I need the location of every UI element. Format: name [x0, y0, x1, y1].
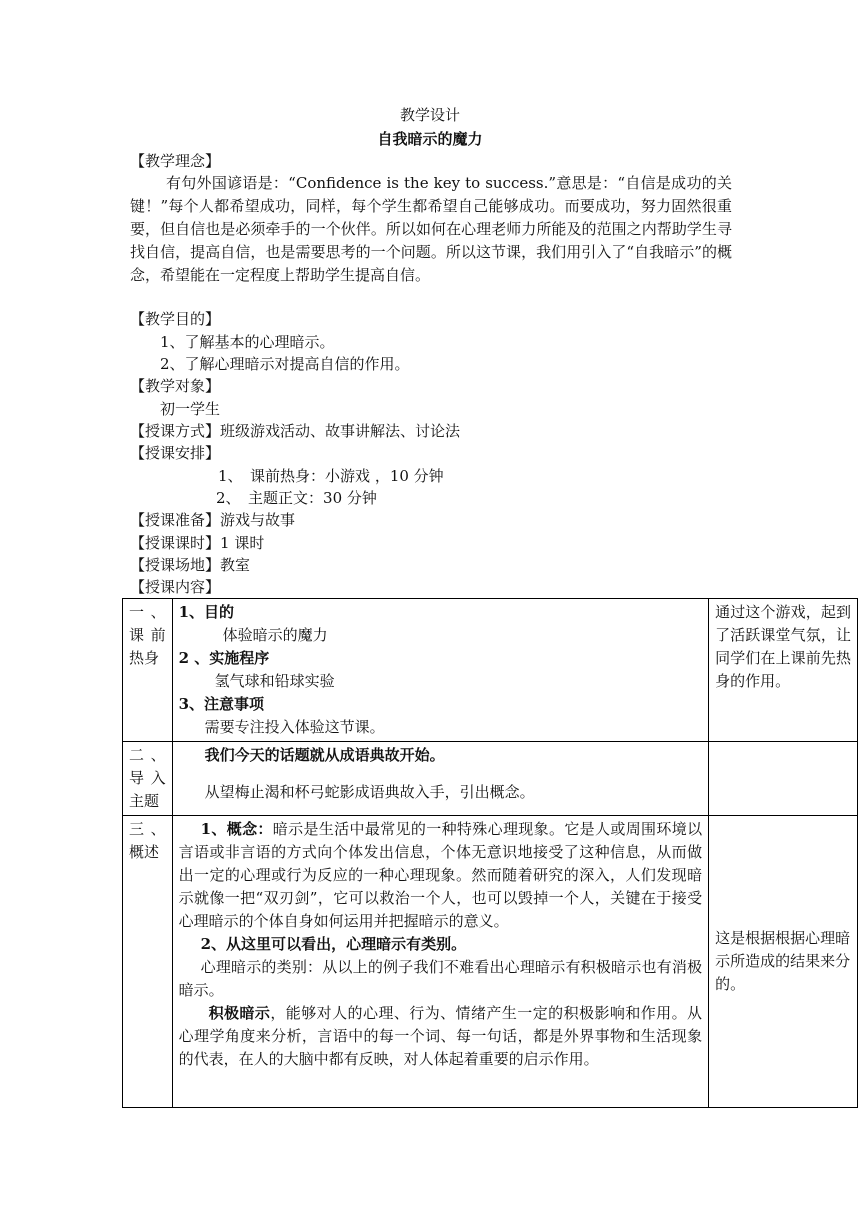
content-heading: 【授课内容】 [130, 578, 221, 596]
venue-row [130, 554, 250, 576]
positive-heading: 积极暗示 [208, 1004, 271, 1022]
table-row [123, 599, 858, 742]
table-row [123, 816, 858, 1108]
step-body: 体验暗示的魔力 [222, 626, 328, 644]
activity-cell [172, 742, 708, 816]
arrangement-heading: 【授课安排】 [130, 444, 221, 462]
step-body: 需要专注投入体验这节课。 [204, 718, 385, 736]
step-heading: 3、注意事项 [178, 695, 265, 713]
preparation-row [130, 509, 295, 531]
preparation-value: 游戏与故事 [220, 511, 296, 529]
philosophy-paragraph: 有句外国谚语是：“Confidence is the key to success.”意思是：“自信是成功的关键！”每个人都希望成功，同样，每个学生都希望自己能够成功。而要成功，努力固然很重要，但自信也是必须牵手的一个伙伴。所以如何在心理老师力所能及的范围之内帮助学生寻找自信，提高自信，也是需要思考的一个问题。所以这节课，我们用引入了“自我暗示”的概念，希望能在一定程度上帮助学生提高自信。 [130, 174, 732, 284]
content-table [122, 598, 858, 1108]
concept-paragraph [179, 818, 702, 933]
step-body: 氢气球和铅球实验 [214, 672, 335, 690]
section-cell: 一、课前热身 [123, 599, 173, 742]
method-row [130, 420, 460, 442]
note-cell [709, 742, 858, 816]
venue-value: 教室 [220, 556, 251, 574]
category-heading: 2、从这里可以看出，心理暗示有类别。 [200, 935, 467, 953]
arrangement-item: 1、 课前热身：小游戏 ，10 分钟 [218, 467, 444, 485]
doc-type-label: 教学设计 [399, 106, 460, 124]
duration-heading: 【授课课时】 [130, 534, 221, 552]
goals-heading: 【教学目的】 [130, 310, 221, 328]
audience-heading: 【教学对象】 [130, 377, 221, 395]
positive-paragraph [179, 1002, 702, 1071]
duration-value: 1 课时 [220, 534, 265, 552]
philosophy-heading: 【教学理念】 [130, 152, 221, 170]
activity-cell [172, 599, 708, 742]
note-cell: 通过这个游戏，起到了活跃课堂气氛，让同学们在上课前先热身的作用。 [709, 599, 858, 742]
category-paragraph: 心理暗示的类别：从以上的例子我们不难看出心理暗示有积极暗示也有消极暗示。 [178, 958, 703, 999]
body-text: 从望梅止渴和杯弓蛇影成语典故入手，引出概念。 [204, 783, 535, 801]
section-cell: 二、导入主题 [123, 742, 173, 816]
step-heading: 2 、实施程序 [178, 649, 270, 667]
arrangement-item: 2、 主题正文：30 分钟 [216, 489, 377, 507]
venue-heading: 【授课场地】 [130, 556, 221, 574]
note-cell: 这是根据根据心理暗示所造成的结果来分的。 [709, 816, 858, 1108]
concept-heading: 1、概念： [200, 820, 273, 838]
positive-body: ，能够对人的心理、行为、情绪产生一定的积极影响和作用。从心理学角度来分析，言语中的每一个词、每一句话，都是外界事物和生活现象的代表，在人的大脑中都有反映，对人体起着重要的启示作用。 [178, 1004, 703, 1068]
goal-item: 1、了解基本的心理暗示。 [160, 333, 335, 351]
section-cell: 三、概述 [123, 816, 173, 1108]
preparation-heading: 【授课准备】 [130, 511, 221, 529]
duration-row [130, 532, 264, 554]
step-heading: 1、目的 [178, 603, 235, 621]
concept-body: 暗示是生活中最常见的一种特殊心理现象。它是人或周围环境以言语或非言语的方式向个体发出信息，个体无意识地接受了这种信息，从而做出一定的心理或行为反应的一种心理现象。然而随着研究的深入，人们发现暗示就像一把“双刃剑”，它可以救治一个人，也可以毁掉一个人，关键在于接受心理暗示的个体自身如何运用并把握暗示的意义。 [178, 820, 703, 930]
doc-title: 自我暗示的魔力 [377, 130, 483, 148]
lead-text: 我们今天的话题就从成语典故开始。 [204, 746, 445, 764]
audience-value: 初一学生 [160, 400, 221, 418]
activity-cell [172, 816, 708, 1108]
goal-item: 2、了解心理暗示对提高自信的作用。 [160, 355, 410, 373]
method-heading: 【授课方式】 [130, 422, 221, 440]
table-row [123, 742, 858, 816]
method-value: 班级游戏活动、故事讲解法、讨论法 [220, 422, 461, 440]
